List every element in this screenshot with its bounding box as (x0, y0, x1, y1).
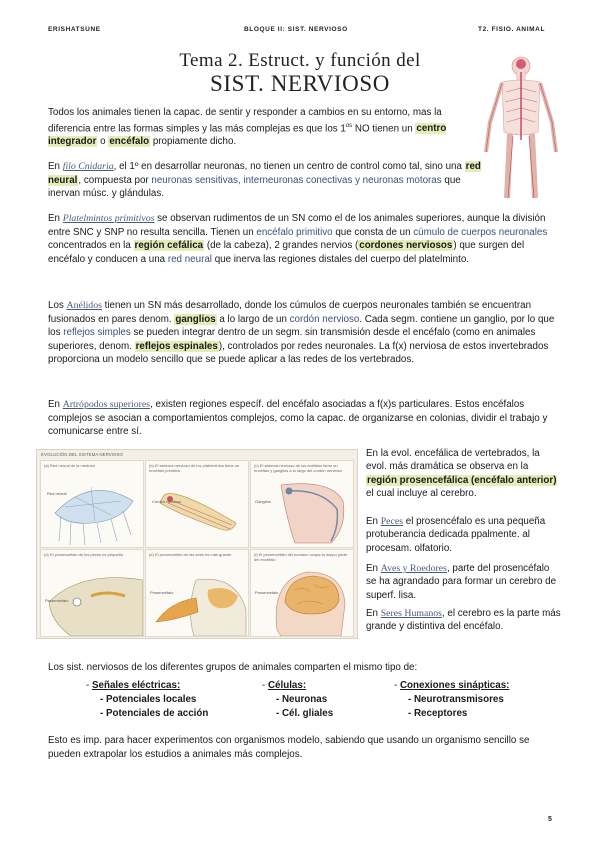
flatworm-drawing (146, 461, 248, 547)
jellyfish-drawing (41, 461, 143, 547)
paragraph-common-features: Los sist. nerviosos de los diferentes grupos de animales comparten el mismo tipo de: (48, 662, 418, 673)
side-paragraph-vertebrates: En la evol. encefálica de vertebrados, la evol. más dramática se observa en la región prosencefálica (encéfalo anterior) el cual incluye al cerebro. (366, 448, 557, 500)
page-number: 5 (548, 816, 552, 823)
header-topic: T2. FISIO. ANIMAL (478, 26, 546, 33)
list-item: - Potenciales de acción (100, 708, 209, 720)
nervous-system-evolution-figure (36, 449, 358, 639)
paragraph-cnidaria: En filo Cnidaria, el 1º en desarrollar neuronas, no tienen un centro de control como tal, sino una red neural, compuesta por neuronas sensitivas, interneuronas conectivas y neuronas motoras que inervan músc. y glándulas. (48, 161, 481, 200)
side-paragraph-fish: En Peces el prosencéfalo es una pequeña protuberancia dedicada ppalmente. al procesam. olfatorio. (366, 516, 546, 554)
list-item: - Neurotransmisores (408, 694, 504, 706)
side-paragraph-birds: En Aves y Roedores, parte del prosencéfalo se ha agrandado para formar un cerebro de superf. lisa. (366, 563, 557, 601)
figure-cell-annelid: (c) El sistema nervioso de los anélidos tiene un encéfalo y ganglios a lo largo del cordón nervioso Ganglios (250, 460, 354, 548)
paragraph-anelidos: Los Anélidos tienen un SN más desarrollado, donde los cúmulos de cuerpos neuronales también se encuentran fusionados en pares denom. ganglios a lo largo de un cordón nervioso. Cada segm. contiene un ganglio, por lo que los reflejos simples se pueden integrar dentro de un segm. sin transmisión desde el encéfalo (como en animales superiores, denom. reflejos espinales), controlados por redes neuronales. La f(x) nerviosa de estos invertebrados proporciona un modelo sencillo que se puede aplicar a las redes de los vertebrados. (48, 300, 555, 366)
list-item: - Potenciales locales (100, 694, 197, 706)
paragraph-intro: Todos los animales tienen la capac. de sentir y responder a cambios en su entorno, mas la diferencia entre las formas simples y las más complejas es que los $1^{os}$ NO tienen un centro integrador o encéfalo propiamente dicho. (48, 107, 447, 148)
figure-title: EVOLUCIÓN DEL SISTEMA NERVIOSO (41, 452, 124, 457)
header-author: ERISHATSUNE (48, 26, 101, 33)
column-electrical-signals (86, 679, 208, 722)
paragraph-artropodos: En Artrópodos superiores, existen regiones específ. del encéfalo asociadas a f(x)s particulares. Estos encéfalos complejos se asocian a comportamientos complejos, como la capac. de organizarse en colonias, dividir el trabajo y comunicarse entre sí. (48, 399, 548, 438)
figure-cell-fish: (d) El prosencéfalo de los peces es pequeño Prosencéfalo (40, 549, 144, 637)
column-heading: - Células: (262, 680, 307, 691)
list-item: - Cél. gliales (276, 708, 334, 720)
list-item: - Neuronas (276, 694, 328, 706)
figure-cell-human: (f) El prosencéfalo del humano ocupa la mayor parte del encéfalo Prosencéfalo (250, 549, 354, 637)
annelid-drawing (251, 461, 353, 547)
figure-cell-bird: (e) El prosencéfalo de las aves es más grande Prosencéfalo (145, 549, 249, 637)
paragraph-model-organisms: Esto es imp. para hacer experimentos con organismos modelo, sabiendo que usando un organismo sencillo se pueden extrapolar los estudios a animales más complejos. (48, 735, 530, 760)
side-paragraph-humans: En Seres Humanos, el cerebro es la parte más grande y distintiva del encéfalo. (366, 608, 561, 633)
header-block: BLOQUE II: SIST. NERVIOSO (244, 26, 348, 33)
column-heading: - Conexiones sinápticas: (394, 680, 510, 691)
page-title-line1: Tema 2. Estruct. y función del (179, 50, 421, 71)
page-title-line2: SIST. NERVIOSO (210, 71, 390, 96)
figure-cell-flatworm: (b) El sistema nervioso de los platelmintos tiene un encéfalo primitivo Cordón nervioso (145, 460, 249, 548)
column-cells (262, 679, 333, 722)
column-synaptic-connections (394, 679, 509, 722)
list-item: - Receptores (408, 708, 468, 720)
figure-cell-jellyfish: (a) Red neural de la medusa Red neural (40, 460, 144, 548)
paragraph-platelmintos: En Platelmintos primitivos se observan rudimentos de un SN como el de los animales superiores, aunque la división entre SNC y SNP no resulta sencilla. Tienen un encéfalo primitivo que consta de un cúmulo de cuerpos neuronales concentrados en la región cefálica (de la cabeza), 2 grandes nervios (cordones nerviosos) que surgen del encéfalo y conducen a una red neural que inerva las regiones distales del cuerpo del platelminto. (48, 213, 548, 265)
nervous-system-illustration (480, 52, 562, 202)
fish-drawing (41, 550, 143, 636)
column-heading: - Señales eléctricas: (86, 680, 181, 691)
